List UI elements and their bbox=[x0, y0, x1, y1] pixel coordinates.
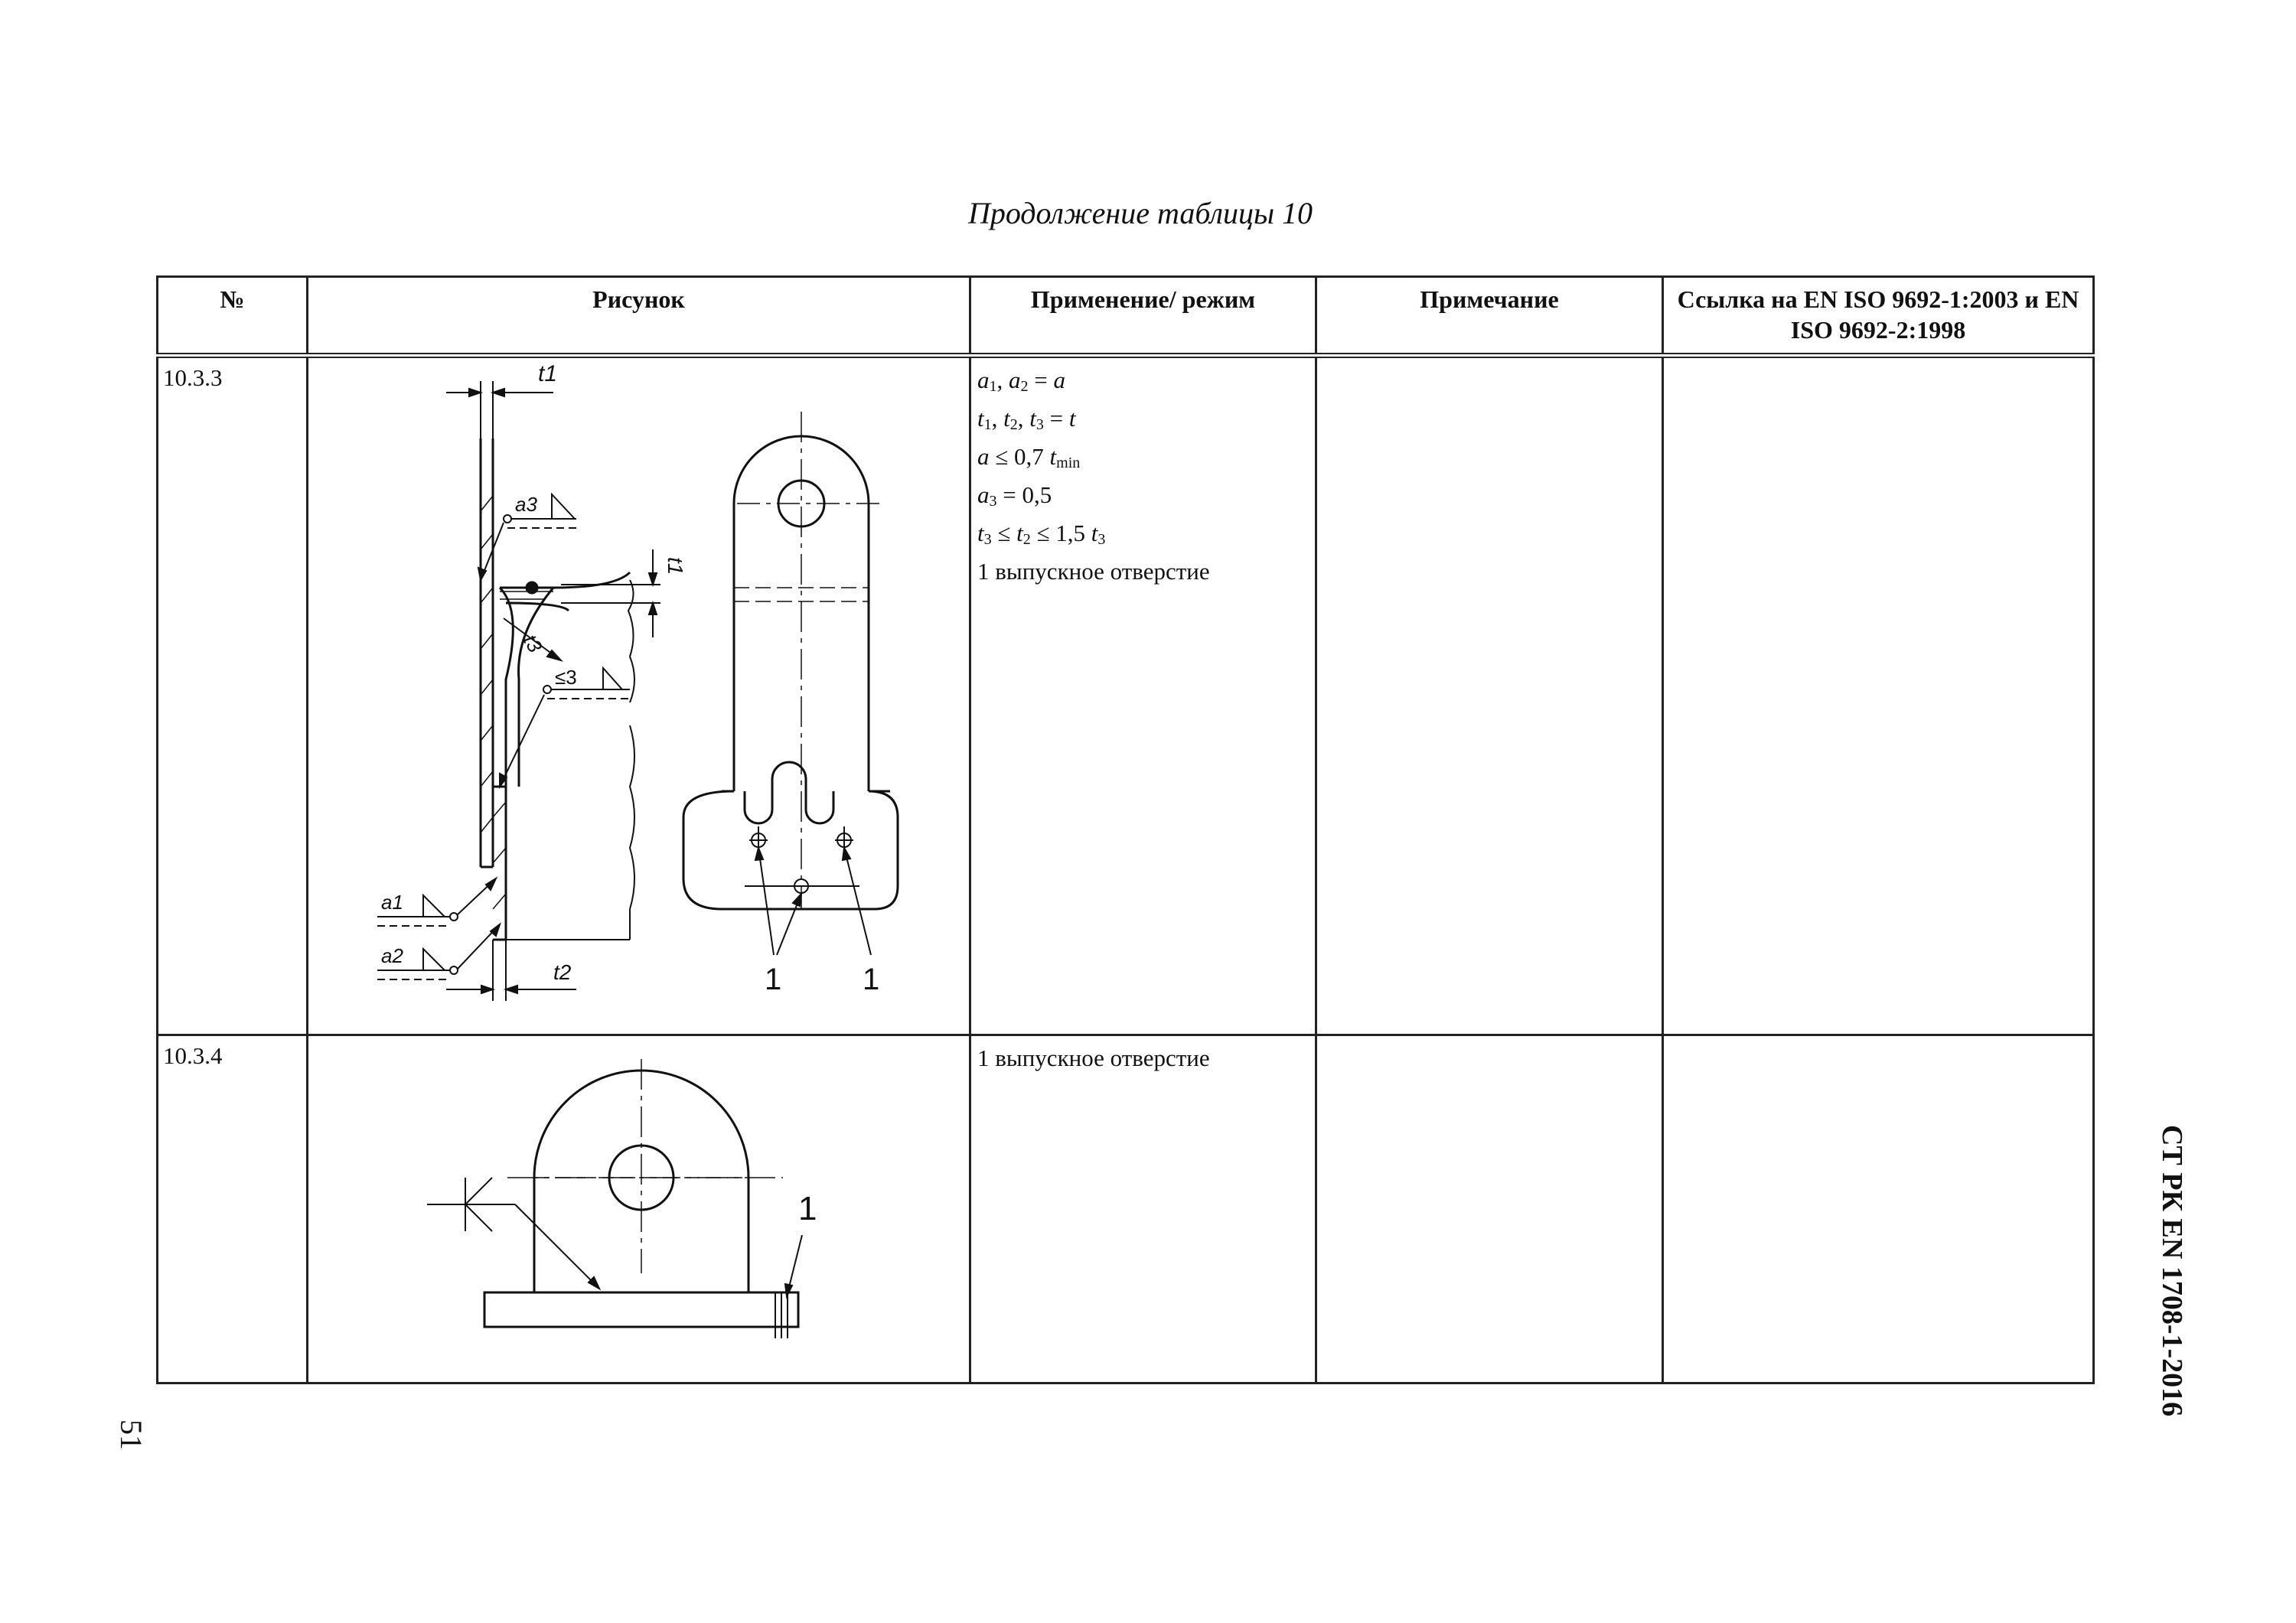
label-a2: a2 bbox=[381, 944, 403, 967]
header-row bbox=[158, 277, 2094, 356]
note-cell bbox=[1316, 356, 1663, 1035]
header-application: Применение/ режим bbox=[970, 277, 1316, 356]
weld-table bbox=[156, 275, 2095, 1384]
standard-code: СТ РК EN 1708-1-2016 bbox=[2156, 1125, 2188, 1417]
header-reference: Ссылка на EN ISO 9692-1:2003 и EN ISO 9692-2:1998 bbox=[1663, 277, 2094, 356]
application-line: 1 выпускное отверстие bbox=[977, 558, 1210, 585]
row-number: 10.3.3 bbox=[158, 356, 308, 1035]
figure-cell bbox=[308, 356, 970, 1035]
figure-cell bbox=[308, 1035, 970, 1383]
row-number: 10.3.4 bbox=[158, 1035, 308, 1383]
label-t1: t1 bbox=[538, 361, 558, 386]
label-item1-right: 1 bbox=[863, 963, 880, 996]
weld-drawing-10-3-3 bbox=[308, 358, 967, 1031]
table-row bbox=[158, 1035, 2094, 1383]
application-line: $a_3 = 0,5$ bbox=[977, 481, 1052, 510]
label-t3: t3 bbox=[518, 631, 547, 657]
header-num: № bbox=[158, 277, 308, 356]
table-row bbox=[158, 356, 2094, 1035]
application-line: $a_1$, $a_2 = a$ bbox=[977, 367, 1065, 395]
application-line: 1 выпускное отверстие bbox=[977, 1045, 1210, 1071]
application-line: $t_3 \le t_2 \le 1,5$ $t_3$ bbox=[977, 520, 1106, 548]
application-cell bbox=[970, 356, 1316, 1035]
label-a1: a1 bbox=[381, 891, 403, 914]
label-t2: t2 bbox=[553, 960, 572, 984]
label-a3: a3 bbox=[515, 493, 537, 516]
label-item1: 1 bbox=[798, 1190, 817, 1227]
label-t1-right: t1 bbox=[664, 557, 687, 575]
application-line: $t_1$, $t_2$, $t_3 = t$ bbox=[977, 405, 1076, 433]
table-caption: Продолжение таблицы 10 bbox=[967, 196, 1313, 230]
page-number: 51 bbox=[114, 1419, 148, 1450]
reference-cell bbox=[1663, 1035, 2094, 1383]
label-item1-left: 1 bbox=[765, 963, 782, 996]
weld-drawing-10-3-4 bbox=[308, 1036, 967, 1373]
application-cell bbox=[970, 1035, 1316, 1383]
header-figure: Рисунок bbox=[308, 277, 970, 356]
note-cell bbox=[1316, 1035, 1663, 1383]
label-le3: ≤3 bbox=[555, 666, 577, 689]
header-note: Примечание bbox=[1316, 277, 1663, 356]
reference-cell bbox=[1663, 356, 2094, 1035]
application-line: a ≤ 0,7 $t_{min}$ bbox=[977, 443, 1081, 471]
